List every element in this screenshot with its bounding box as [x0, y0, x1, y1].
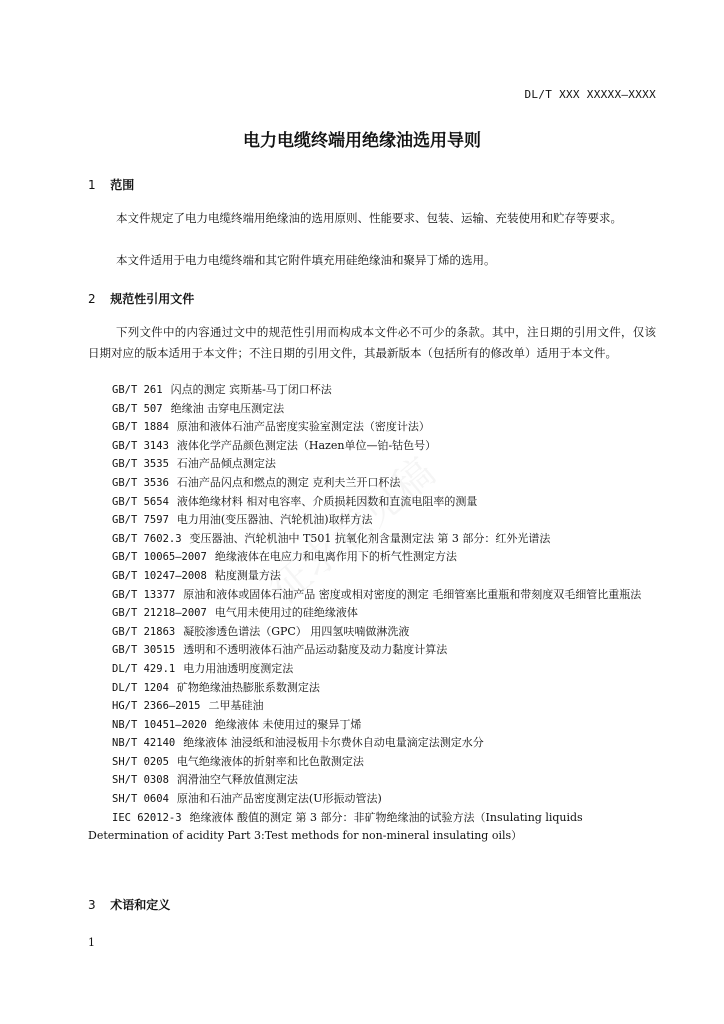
reference-item: [88, 660, 658, 679]
section-3-heading: [88, 896, 170, 913]
reference-item: [88, 771, 658, 790]
reference-code: DL/T 429.1: [112, 662, 176, 675]
reference-code: HG/T 2366—2015: [112, 700, 201, 713]
reference-item: [88, 548, 658, 567]
reference-title: 电气用未使用过的硅绝缘液体: [214, 606, 358, 620]
section-2-heading: [88, 290, 194, 307]
reference-item: [88, 455, 658, 474]
reference-title: 二甲基硅油: [208, 699, 264, 713]
reference-title: 原油和液体石油产品密度实验室测定法（密度计法）: [176, 420, 430, 434]
reference-title: 绝缘液体 未使用过的聚异丁烯: [214, 717, 362, 731]
reference-item: [88, 530, 658, 549]
reference-title: 电力用油透明度测定法: [183, 661, 294, 675]
document-title: 电力电缆终端用绝缘油选用导则: [243, 131, 481, 151]
reference-title: 电力用油(变压器油、汽轮机油)取样方法: [176, 513, 373, 527]
reference-title: 绝缘油 击穿电压测定法: [170, 401, 285, 415]
section-1-heading: [88, 176, 134, 193]
reference-item: [88, 641, 658, 660]
reference-code: GB/T 10247—2008: [112, 569, 207, 582]
reference-title: 绝缘液体在电应力和电离作用下的析气性测定方法: [214, 550, 457, 564]
reference-item: [88, 437, 658, 456]
reference-title: 矿物绝缘油热膨胀系数测定法: [176, 680, 320, 694]
reference-item: [88, 697, 658, 716]
scope-paragraph-2: 本文件适用于电力电缆终端和其它附件填充用硅绝缘油和聚异丁烯的选用。: [116, 253, 496, 267]
reference-code: GB/T 3535: [112, 458, 169, 471]
reference-code: GB/T 10065—2007: [112, 551, 207, 564]
reference-code: GB/T 5654: [112, 495, 169, 508]
reference-item: [88, 567, 658, 586]
reference-title: 凝胶渗透色谱法（GPC） 用四氢呋喃做淋洗液: [183, 624, 410, 638]
reference-code: NB/T 42140: [112, 737, 176, 750]
reference-code: GB/T 507: [112, 402, 163, 415]
reference-title: 石油产品闪点和燃点的测定 克利夫兰开口杯法: [176, 475, 401, 489]
reference-code: GB/T 30515: [112, 644, 176, 657]
reference-item: [88, 623, 658, 642]
reference-item: [88, 809, 658, 846]
section-number: 1: [88, 178, 96, 192]
reference-item: [88, 734, 658, 753]
reference-item: [88, 474, 658, 493]
reference-title: 液体化学产品颜色测定法（Hazen单位—铂-钴色号）: [176, 438, 437, 452]
reference-item: [88, 381, 658, 400]
reference-code: GB/T 261: [112, 384, 163, 396]
scope-paragraph-1: 本文件规定了电力电缆终端用绝缘油的选用原则、性能要求、包装、运输、充装使用和贮存等要求。: [116, 211, 622, 225]
reference-code: IEC 62012-3: [112, 811, 182, 824]
reference-item: [88, 716, 658, 735]
reference-title: 液体绝缘材料 相对电容率、介质损耗因数和直流电阻率的测量: [176, 494, 478, 508]
reference-item: [88, 790, 658, 809]
document-code: DL/T XXX XXXXX—XXXX: [524, 88, 656, 101]
reference-item: [88, 679, 658, 698]
reference-code: GB/T 7597: [112, 514, 169, 527]
reference-item: [88, 418, 658, 437]
reference-code: GB/T 21863: [112, 625, 176, 638]
reference-title: 变压器油、汽轮机油中 T501 抗氧化剂含量测定法 第 3 部分：红外光谱法: [189, 531, 551, 545]
reference-item: [88, 511, 658, 530]
reference-title: 电气绝缘液体的折射率和比色散测定法: [176, 754, 364, 768]
section-title: 术语和定义: [110, 898, 171, 912]
reference-code: GB/T 21218—2007: [112, 607, 207, 620]
reference-code: NB/T 10451—2020: [112, 718, 207, 731]
reference-item: [88, 493, 658, 512]
reference-title: 绝缘液体 油浸纸和油浸板用卡尔费休自动电量滴定法测定水分: [183, 736, 484, 750]
reference-title: 润滑油空气释放值测定法: [176, 773, 298, 787]
reference-code: SH/T 0604: [112, 793, 169, 806]
reference-title: 原油和石油产品密度测定法(U形振动管法): [176, 792, 382, 806]
section-title: 范围: [110, 178, 135, 192]
reference-title: 粘度测量方法: [214, 568, 281, 582]
reference-item: [88, 400, 658, 419]
section-title: 规范性引用文件: [110, 292, 195, 306]
reference-code: GB/T 3536: [112, 476, 169, 489]
section-number: 3: [88, 898, 96, 912]
reference-item: [88, 586, 658, 605]
reference-list: [88, 381, 658, 846]
reference-code: SH/T 0308: [112, 774, 169, 787]
reference-title: 闪点的测定 宾斯基-马丁闭口杯法: [170, 383, 332, 396]
reference-code: DL/T 1204: [112, 681, 169, 694]
reference-title: 石油产品倾点测定法: [176, 457, 276, 471]
reference-code: GB/T 13377: [112, 588, 176, 601]
reference-item: [88, 753, 658, 772]
reference-title: 透明和不透明液体石油产品运动黏度及动力黏度计算法: [183, 643, 448, 657]
reference-code: GB/T 3143: [112, 439, 169, 452]
reference-title: 绝缘液体 酸值的测定 第 3 部分：非矿物绝缘油的试验方法（Insulating liquids Determination of acidity Part 3:Test methods for non-mineral insulating oils）: [88, 810, 583, 843]
section-number: 2: [88, 292, 96, 306]
reference-code: SH/T 0205: [112, 755, 169, 768]
reference-title: 原油和液体或固体石油产品 密度或相对密度的测定 毛细管塞比重瓶和带刻度双毛细管比重瓶法: [183, 587, 642, 601]
normative-intro: 下列文件中的内容通过文中的规范性引用而构成本文件必不可少的条款。其中，注日期的引用文件，仅该日期对应的版本适用于本文件；不注日期的引用文件，其最新版本（包括所有的修改单）适用于本文件。: [88, 325, 656, 360]
page-number: 1: [88, 936, 95, 949]
reference-code: GB/T 7602.3: [112, 532, 182, 545]
reference-item: [88, 604, 658, 623]
reference-code: GB/T 1884: [112, 421, 169, 434]
